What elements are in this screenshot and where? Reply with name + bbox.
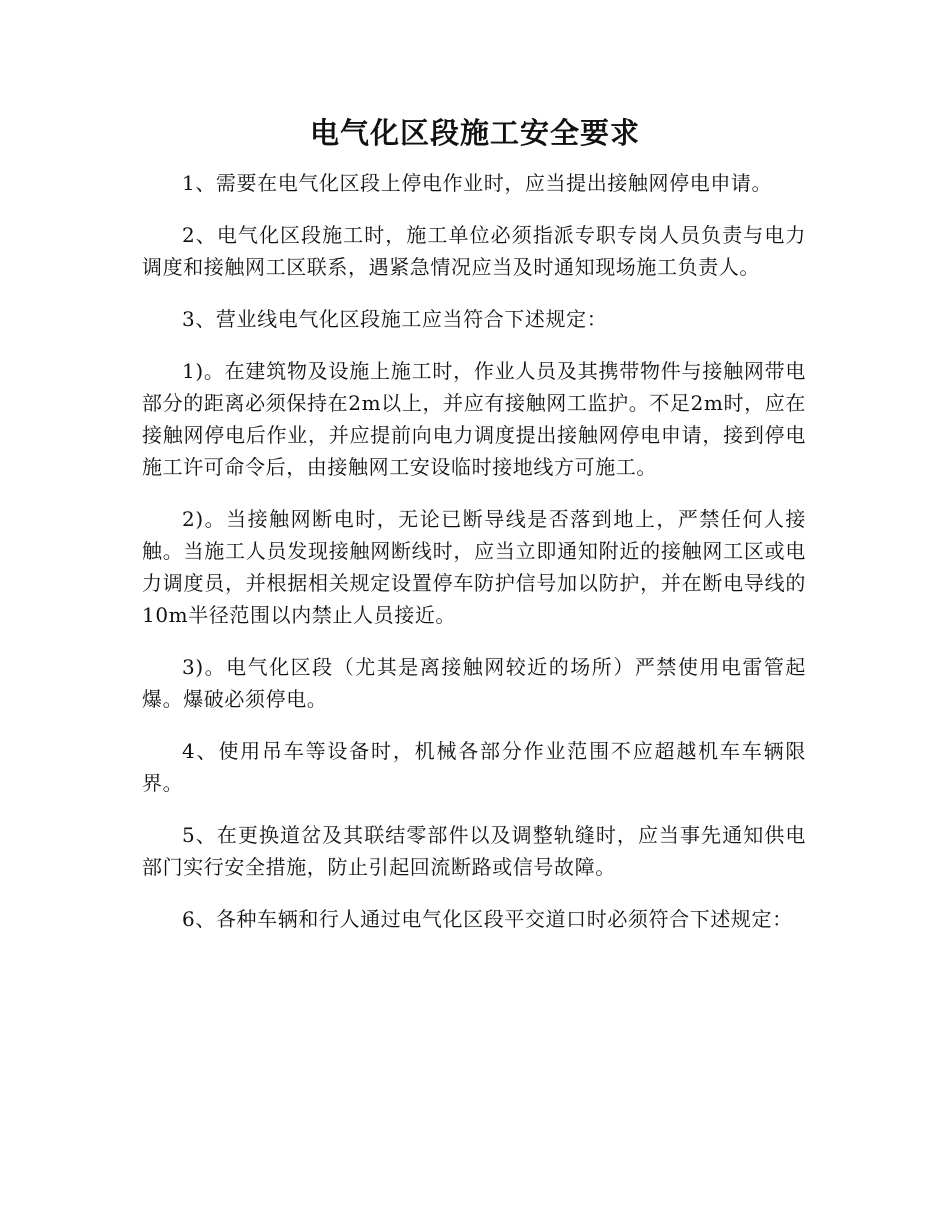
paragraph-9: 6、各种车辆和行人通过电气化区段平交道口时必须符合下述规定：	[182, 907, 793, 931]
paragraph-6: 3)。电气化区段（尤其是离接触网较近的场所）严禁使用电雷管起爆。爆破必须停电。	[142, 655, 806, 711]
paragraph-2: 2、电气化区段施工时，施工单位必须指派专职专岗人员负责与电力调度和接触网工区联系，遇紧急情况应当及时通知现场施工负责人。	[142, 223, 806, 279]
document-title: 电气化区段施工安全要求	[309, 116, 640, 150]
paragraph-7: 4、使用吊车等设备时，机械各部分作业范围不应超越机车车辆限界。	[142, 739, 806, 795]
paragraph-3: 3、营业线电气化区段施工应当符合下述规定：	[182, 307, 608, 331]
paragraph-4: 1)。在建筑物及设施上施工时，作业人员及其携带物件与接触网带电部分的距离必须保持在2m以上，并应有接触网工监护。不足2m时，应在接触网停电后作业，并应提前向电力调度提出接触网停电申请，接到停电施工许可命令后，由接触网工安设临时接地线方可施工。	[142, 359, 806, 479]
document-body	[142, 167, 806, 955]
paragraph-1: 1、需要在电气化区段上停电作业时，应当提出接触网停电申请。	[182, 171, 773, 195]
paragraph-5: 2)。当接触网断电时，无论已断导线是否落到地上，严禁任何人接触。当施工人员发现接触网断线时，应当立即通知附近的接触网工区或电力调度员，并根据相关规定设置停车防护信号加以防护，并在断电导线的10m半径范围以内禁止人员接近。	[142, 507, 806, 627]
paragraph-8: 5、在更换道岔及其联结零部件以及调整轨缝时，应当事先通知供电部门实行安全措施，防止引起回流断路或信号故障。	[142, 823, 806, 879]
